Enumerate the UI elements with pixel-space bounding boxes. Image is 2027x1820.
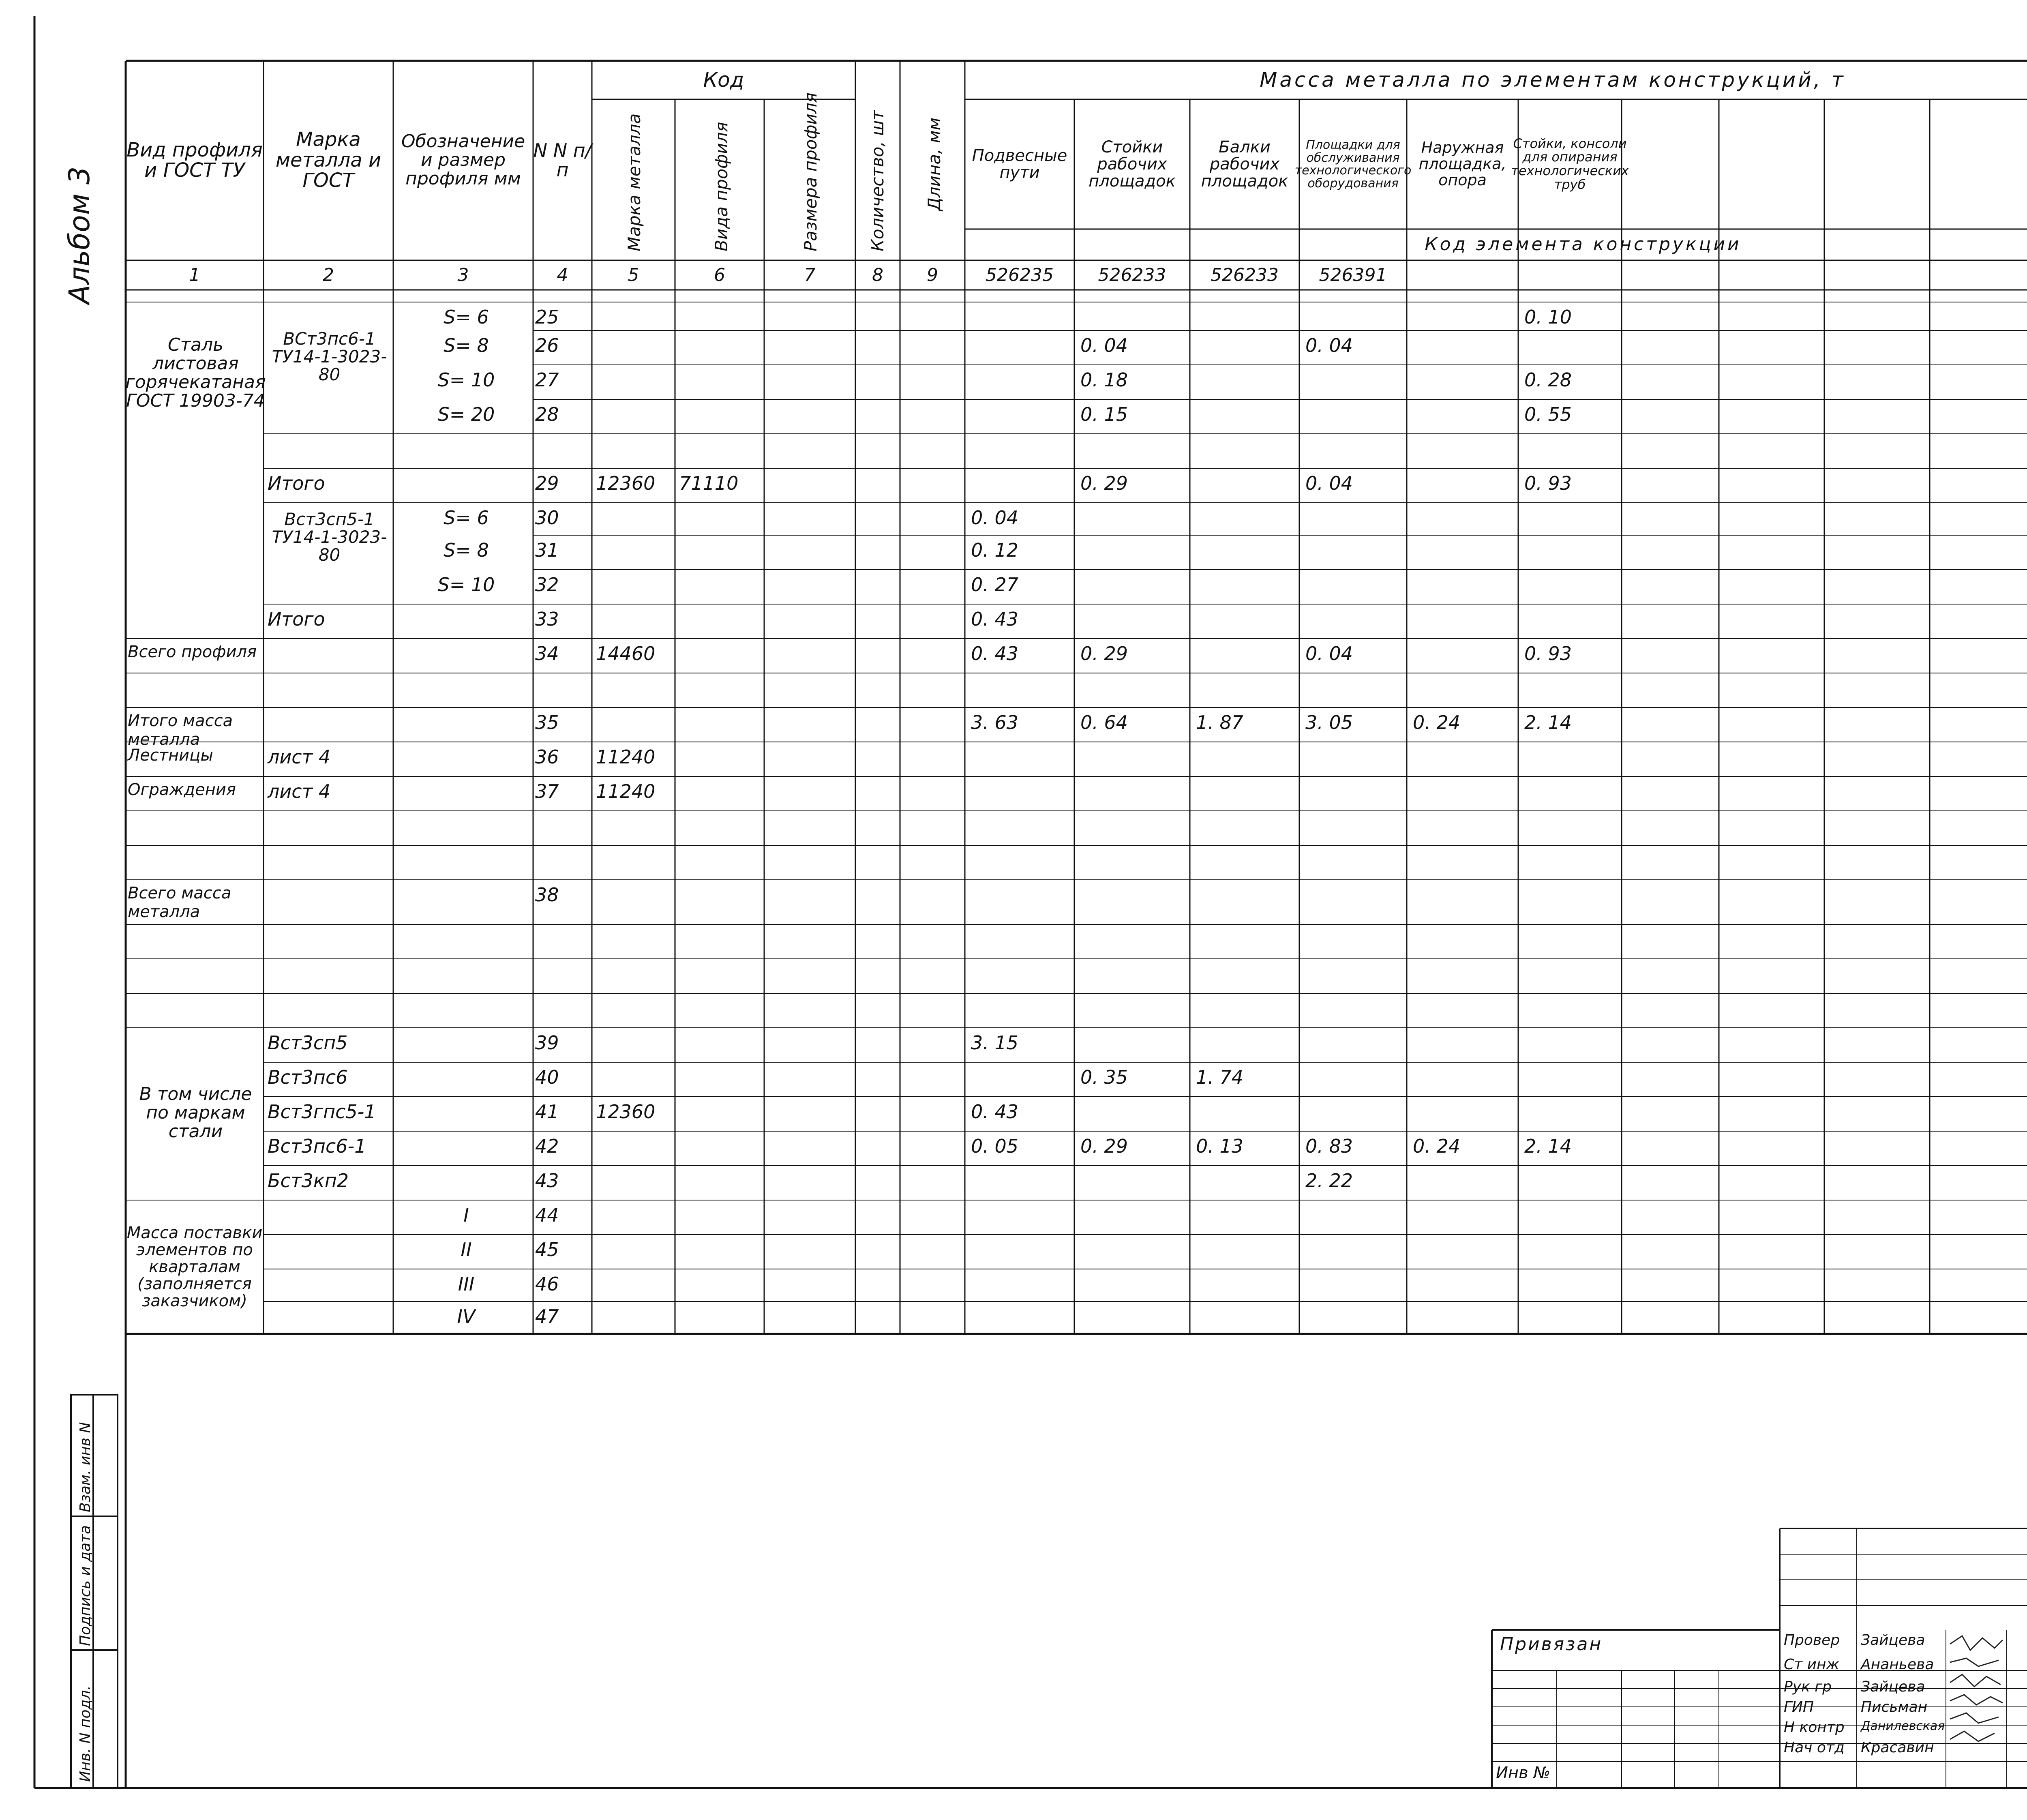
header-kod-mark: Марка металла xyxy=(624,113,644,251)
element-5: Наружная площадка, опора xyxy=(1418,139,1506,189)
cell-size-31: S= 8 xyxy=(444,539,489,561)
cell-steel-33: Итого xyxy=(268,608,325,630)
side-vzam-inv: Взам. инв N xyxy=(77,1422,94,1512)
stamp-name-6: Красавин xyxy=(1861,1739,1934,1756)
cell-e5-35: 0. 24 xyxy=(1413,712,1461,733)
cell-e4-43: 2. 22 xyxy=(1305,1170,1353,1192)
cell-e6-42: 2. 14 xyxy=(1524,1135,1572,1157)
cell-e6-28: 0. 55 xyxy=(1524,403,1572,425)
cell-e2-26: 0. 04 xyxy=(1080,334,1128,356)
cell-e1-30: 0. 04 xyxy=(971,507,1019,529)
cell-e2-34: 0. 29 xyxy=(1080,643,1128,665)
cell-profile-38: Всего масса металла xyxy=(128,884,231,921)
cell-e6-34: 0. 93 xyxy=(1524,643,1572,665)
cell-n-39: 39 xyxy=(535,1032,559,1054)
group-steel-a: ВСт3пс6-1 ТУ14-1-3023-80 xyxy=(272,328,387,385)
album-label: Альбом 3 xyxy=(63,166,96,304)
cell-e6-29: 0. 93 xyxy=(1524,472,1572,494)
stamp-role-5: Н контр xyxy=(1784,1719,1845,1736)
cell-e1-35: 3. 63 xyxy=(971,712,1019,733)
cell-e4-26: 0. 04 xyxy=(1305,334,1353,356)
stamp-privyazan: Привязан xyxy=(1500,1634,1603,1655)
cell-vid-29: 71110 xyxy=(679,472,739,494)
header-kod-size: Размера профиля xyxy=(801,92,821,251)
cell-steel-37: лист 4 xyxy=(268,780,331,802)
stamp-name-4: Письман xyxy=(1861,1699,1928,1715)
cell-size-46: III xyxy=(458,1273,475,1295)
header-length: Длина, мм xyxy=(924,117,944,211)
cell-profile-35: Итого масса металла xyxy=(128,712,233,749)
colnum-9: 9 xyxy=(927,264,938,285)
cell-e2-42: 0. 29 xyxy=(1080,1135,1128,1157)
cell-size-28: S= 20 xyxy=(437,403,495,425)
cell-n-25: 25 xyxy=(535,306,559,328)
group-incl: В том числе по маркам стали xyxy=(139,1083,252,1142)
cell-n-45: 45 xyxy=(535,1239,559,1260)
cell-steel-39: Вст3сп5 xyxy=(268,1032,348,1054)
stamp-role-4: ГИП xyxy=(1784,1699,1814,1715)
element-1: Подвесные пути xyxy=(972,146,1067,182)
side-inv-podl: Инв. N подл. xyxy=(77,1685,94,1782)
cell-e1-32: 0. 27 xyxy=(971,574,1019,596)
cell-n-34: 34 xyxy=(535,643,559,665)
stamp-name-5: Данилевская xyxy=(1861,1719,1945,1733)
element-6: Стойки, консоли для опирания технологических труб xyxy=(1511,135,1629,192)
cell-n-43: 43 xyxy=(535,1170,559,1192)
element-3: Балки рабочих площадок xyxy=(1201,138,1288,191)
cell-e2-29: 0. 29 xyxy=(1080,472,1128,494)
cell-n-27: 27 xyxy=(535,369,559,391)
colnum-6: 6 xyxy=(714,264,725,285)
cell-steel-29: Итого xyxy=(268,472,325,494)
stamp-inv: Инв № xyxy=(1496,1764,1550,1782)
cell-e1-34: 0. 43 xyxy=(971,643,1019,665)
header-col3: Обозначение и размер профиля мм xyxy=(401,131,525,189)
element-2: Стойки рабочих площадок xyxy=(1088,138,1176,191)
cell-n-32: 32 xyxy=(535,574,559,596)
colnum-5: 5 xyxy=(628,264,639,285)
header-col1: Вид профиля и ГОСТ ТУ xyxy=(126,138,263,182)
cell-e6-27: 0. 28 xyxy=(1524,369,1572,391)
cell-steel-41: Вст3гпс5-1 xyxy=(268,1101,376,1123)
cell-n-30: 30 xyxy=(535,507,559,529)
cell-e4-42: 0. 83 xyxy=(1305,1135,1353,1157)
cell-n-40: 40 xyxy=(535,1066,559,1088)
header-qty: Количество, шт xyxy=(868,110,887,251)
cell-n-33: 33 xyxy=(535,608,559,630)
cell-size-32: S= 10 xyxy=(437,574,495,596)
code-4: 526391 xyxy=(1319,264,1387,285)
cell-e1-39: 3. 15 xyxy=(971,1032,1019,1054)
cell-mark-36: 11240 xyxy=(596,746,656,768)
cell-e3-40: 1. 74 xyxy=(1196,1066,1244,1088)
cell-e4-35: 3. 05 xyxy=(1305,712,1353,733)
header-mass-title: Масса металла по элементам конструкций, т xyxy=(1260,68,1846,92)
cell-e6-25: 0. 10 xyxy=(1524,306,1572,328)
cell-mark-41: 12360 xyxy=(596,1101,656,1123)
cell-size-30: S= 6 xyxy=(444,507,489,529)
cell-n-29: 29 xyxy=(535,472,559,494)
stamp-name-1: Зайцева xyxy=(1861,1632,1925,1649)
cell-e1-33: 0. 43 xyxy=(971,608,1019,630)
cell-size-26: S= 8 xyxy=(444,334,489,356)
stamp-name-3: Зайцева xyxy=(1861,1679,1925,1695)
cell-n-47: 47 xyxy=(535,1306,559,1327)
header-col4: N N п/п xyxy=(533,139,592,181)
stamp-role-3: Рук гр xyxy=(1784,1679,1832,1695)
cell-n-31: 31 xyxy=(535,539,559,561)
stamp-role-6: Нач отд xyxy=(1784,1739,1845,1756)
code-3: 526233 xyxy=(1211,264,1279,285)
cell-size-44: I xyxy=(463,1204,469,1226)
cell-e1-31: 0. 12 xyxy=(971,539,1019,561)
header-kod: Код xyxy=(703,68,744,92)
colnum-7: 7 xyxy=(804,264,816,285)
cell-mark-29: 12360 xyxy=(596,472,656,494)
stamp-role-1: Провер xyxy=(1784,1632,1840,1649)
cell-profile-37: Ограждения xyxy=(128,780,236,799)
stamp-name-2: Ананьева xyxy=(1861,1656,1934,1673)
header-kod-vid: Вида профиля xyxy=(711,122,731,251)
cell-steel-43: Бст3кп2 xyxy=(268,1170,349,1192)
cell-e3-35: 1. 87 xyxy=(1196,712,1244,733)
side-signature-date: Подпись и дата xyxy=(77,1525,94,1646)
cell-mark-37: 11240 xyxy=(596,780,656,802)
cell-n-28: 28 xyxy=(535,403,559,425)
cell-profile-34: Всего профиля xyxy=(128,643,257,661)
element-4: Площадки для обслуживания технологического оборудования xyxy=(1294,138,1412,191)
cell-e2-40: 0. 35 xyxy=(1080,1066,1128,1088)
cell-size-45: II xyxy=(461,1239,472,1260)
cell-n-41: 41 xyxy=(535,1101,559,1123)
code-row-title: Код элемента конструкции xyxy=(1425,234,1742,255)
cell-e4-34: 0. 04 xyxy=(1305,643,1353,665)
cell-e6-35: 2. 14 xyxy=(1524,712,1572,733)
group-steel-b: Вст3сп5-1 ТУ14-1-3023-80 xyxy=(272,509,387,565)
cell-e5-42: 0. 24 xyxy=(1413,1135,1461,1157)
header-col2: Марка металла и ГОСТ xyxy=(275,128,381,192)
cell-n-36: 36 xyxy=(535,746,559,768)
cell-e2-27: 0. 18 xyxy=(1080,369,1128,391)
colnum-2: 2 xyxy=(323,264,334,285)
cell-mark-34: 14460 xyxy=(596,643,656,665)
stamp-role-2: Ст инж xyxy=(1784,1656,1839,1673)
cell-e3-42: 0. 13 xyxy=(1196,1135,1244,1157)
code-1: 526235 xyxy=(986,264,1054,285)
cell-n-42: 42 xyxy=(535,1135,559,1157)
cell-n-26: 26 xyxy=(535,334,559,356)
cell-steel-42: Вст3пс6-1 xyxy=(268,1135,366,1157)
cell-e2-28: 0. 15 xyxy=(1080,403,1128,425)
colnum-4: 4 xyxy=(557,264,568,285)
cell-e1-41: 0. 43 xyxy=(971,1101,1019,1123)
cell-e1-42: 0. 05 xyxy=(971,1135,1019,1157)
cell-n-37: 37 xyxy=(535,780,559,802)
cell-e4-29: 0. 04 xyxy=(1305,472,1353,494)
cell-n-44: 44 xyxy=(535,1204,559,1226)
cell-size-27: S= 10 xyxy=(437,369,495,391)
cell-n-46: 46 xyxy=(535,1273,559,1295)
cell-steel-36: лист 4 xyxy=(268,746,331,768)
code-2: 526233 xyxy=(1098,264,1166,285)
group-steel-sheet: Сталь листовая горячекатаная ГОСТ 19903-74 xyxy=(125,334,266,412)
cell-e2-35: 0. 64 xyxy=(1080,712,1128,733)
colnum-8: 8 xyxy=(872,264,883,285)
colnum-3: 3 xyxy=(457,264,469,285)
cell-size-25: S= 6 xyxy=(444,306,489,328)
cell-profile-36: Лестницы xyxy=(128,746,213,765)
cell-steel-40: Вст3пс6 xyxy=(268,1066,348,1088)
cell-n-38: 38 xyxy=(535,884,559,906)
cell-size-47: IV xyxy=(457,1306,476,1327)
group-quarters-mass: Масса поставки элементов по кварталам (заполняется заказчиком) xyxy=(126,1224,263,1310)
cell-n-35: 35 xyxy=(535,712,559,733)
colnum-1: 1 xyxy=(189,264,200,285)
